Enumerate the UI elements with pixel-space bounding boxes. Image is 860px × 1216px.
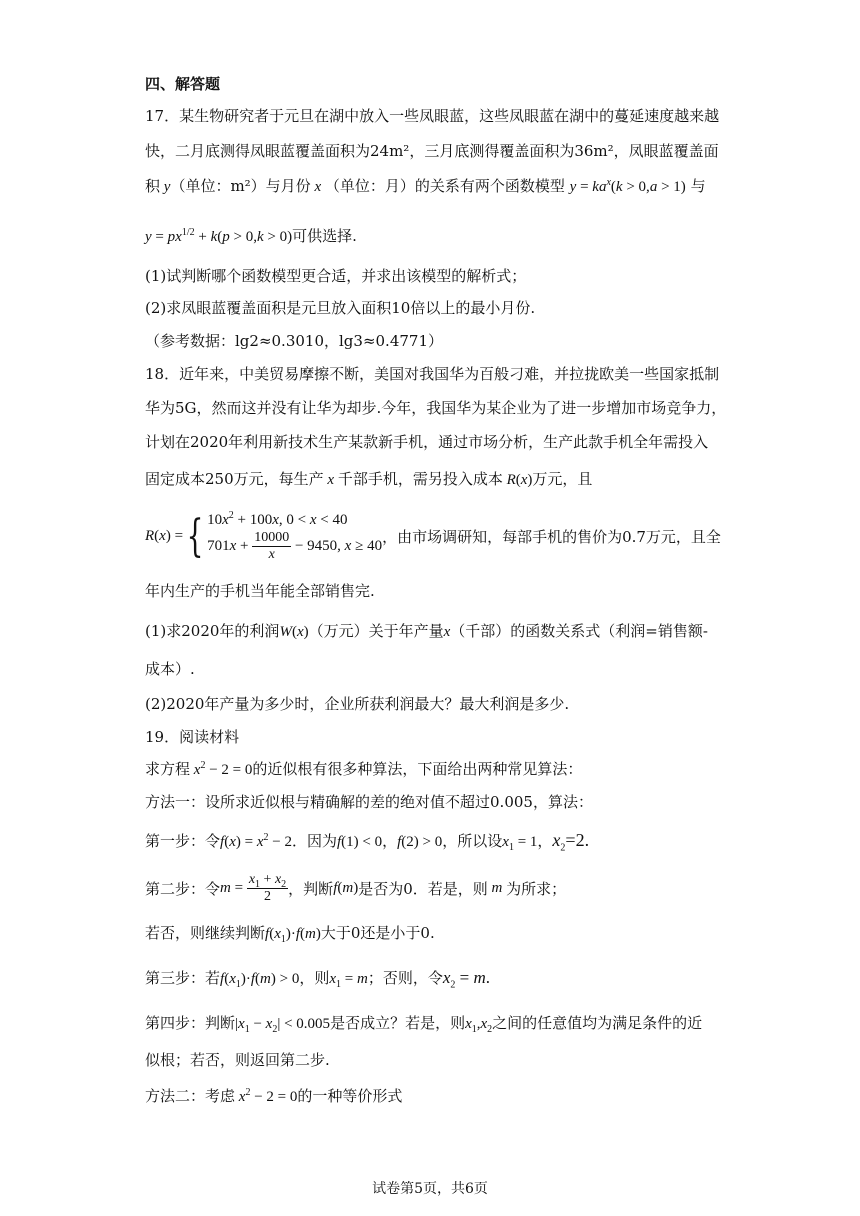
- math-eq: $x^2 - 2 = 0$: [190, 760, 253, 778]
- text: 与: [690, 177, 706, 195]
- math-product: $f(x_1)\cdot f(m)$: [265, 926, 321, 945]
- text: 之间的任意值均为满足条件的近: [492, 1014, 703, 1032]
- text: ；否则，令: [367, 969, 443, 987]
- brace: {: [186, 510, 204, 562]
- math-y: y: [160, 179, 171, 195]
- q19-method-2: [145, 1086, 402, 1107]
- text: 固定成本250万元，每生产: [145, 470, 324, 488]
- math-x1m: $x_1 = m$: [329, 971, 368, 990]
- text: 是否为0．若是，则: [358, 880, 488, 898]
- q19-step-4-cont: 似根；若否，则返回第二步.: [145, 1051, 330, 1069]
- math-x1: $x_1 = 1$: [502, 834, 538, 853]
- math-Rx: R(x): [502, 472, 533, 488]
- q18-sub-2: (2)2020年产量为多少时，企业所获利润最大？最大利润是多少.: [145, 695, 570, 713]
- math-x: x: [323, 472, 338, 488]
- text: 方法二：考虑: [145, 1087, 236, 1105]
- text: ，则: [299, 969, 330, 987]
- text: (1)求2020年的利润: [145, 622, 280, 640]
- text: 积: [145, 177, 161, 195]
- formula-exp-model: $y = ka^x(k > 0,a > 1)$: [569, 177, 686, 195]
- text: （单位：m²）与月份: [170, 177, 311, 195]
- q19-step-3: [145, 968, 490, 989]
- math-product-gt: $f(x_1)\cdot f(m) > 0$: [220, 971, 300, 990]
- case-2: 701x + $\frac{10000}{x}$ − 9450, x ≥ 40: [207, 530, 383, 562]
- q17-line-4: [145, 226, 357, 247]
- text: 的近似根有很多种算法，下面给出两种常见算法：: [252, 760, 583, 778]
- text: ，: [537, 832, 553, 850]
- text: ．因为: [291, 832, 337, 850]
- math-eq: $x^2 - 2 = 0$: [235, 1087, 298, 1105]
- text: 为所求；: [506, 880, 567, 898]
- q19-step-4: [145, 1013, 702, 1034]
- math-fx: $f(x) = x^2 - 2$: [220, 832, 292, 850]
- q18-line-3: 计划在2020年利用新技术生产某款新手机，通过市场分析，生产此款手机全年需投入: [145, 433, 709, 451]
- text: ，所以设: [442, 832, 503, 850]
- section-title: 四、解答题: [145, 75, 221, 93]
- q17-line-2: 快，二月底测得凤眼蓝覆盖面积为24m²，三月底测得覆盖面积为36m²，凤眼蓝覆盖面: [145, 142, 719, 160]
- q19-line-2: [145, 759, 582, 780]
- text: ，判断: [288, 880, 334, 898]
- q18-line-1: 18．近年来，中美贸易摩擦不断，美国对我国华为百般刁难，并拉拢欧美一些国家抵制: [145, 365, 720, 383]
- math-x1x2: $x_1,x_2$: [465, 1016, 493, 1035]
- math-x: x: [310, 179, 325, 195]
- text: 求方程: [145, 760, 191, 778]
- text: 第三步：若: [145, 969, 221, 987]
- math-Rx-eq: R(x) =: [145, 528, 184, 544]
- math-fm: f(m): [333, 880, 359, 896]
- q17-line-1: 17．某生物研究者于元旦在湖中放入一些凤眼蓝，这些凤眼蓝在湖中的蔓延速度越来越: [145, 107, 720, 125]
- q19-step-2: [145, 872, 566, 905]
- q18-line-6: 年内生产的手机当年能全部销售完.: [145, 582, 375, 600]
- q18-line-4: [145, 469, 592, 490]
- math-m: m = $\frac{x_1 + x_2}{2}$: [220, 872, 287, 904]
- math-x2: $x_2=2$.: [552, 830, 590, 854]
- text: 可供选择.: [292, 227, 357, 245]
- q19-line-3: 方法一：设所求近似根与精确解的差的绝对值不超过0.005，算法：: [145, 793, 593, 811]
- text: 千部手机，需另投入成本: [337, 470, 503, 488]
- q17-sub-1: (1)试判断哪个函数模型更合适，并求出该模型的解析式；: [145, 267, 527, 285]
- q18-piecewise: [145, 510, 721, 563]
- math-x2m: $x_2 = m$.: [442, 968, 491, 991]
- text: 是否成立？若是，则: [330, 1014, 466, 1032]
- piecewise-cases: [207, 510, 382, 563]
- math-m: m: [487, 880, 507, 896]
- q18-line-2: 华为5G，然而这并没有让华为却步.今年，我国华为某企业为了进一步增加市场竞争力，: [145, 399, 727, 417]
- math-abs: $|x_1 - x_2| < 0.005$: [235, 1016, 331, 1035]
- page-footer: 试卷第5页，共6页: [372, 1181, 488, 1197]
- text: 大于0还是小于0.: [320, 924, 435, 942]
- q17-sub-2: (2)求凤眼蓝覆盖面积是元旦放入面积10倍以上的最小月份.: [145, 299, 536, 317]
- math-f1: f(1) < 0: [336, 834, 383, 850]
- q18-sub-1-cont: 成本）.: [145, 660, 195, 678]
- q18-sub-1: [145, 621, 708, 642]
- q19-line-1: 19．阅读材料: [145, 728, 240, 746]
- text: 第二步：令: [145, 880, 221, 898]
- case-1: $10x^2 + 100x$, 0 < x < 40: [207, 510, 348, 528]
- text: 第一步：令: [145, 832, 221, 850]
- text: 的一种等价形式: [297, 1087, 403, 1105]
- q19-step-2-cont: [145, 923, 435, 944]
- text: （千部）的函数关系式（利润=销售额-: [450, 622, 708, 640]
- text: ，由市场调研知，每部手机的售价为0.7万元，且全: [382, 528, 721, 546]
- text: 万元，且: [532, 470, 593, 488]
- formula-power-model: $y = px^{1/2} + k(p > 0,k > 0)$: [145, 227, 293, 245]
- math-Wx: W(x): [279, 624, 309, 640]
- text: ，: [382, 832, 398, 850]
- q19-step-1: [145, 830, 589, 852]
- text: 第四步：判断: [145, 1014, 236, 1032]
- q17-reference: （参考数据：lg2≈0.3010，lg3≈0.4771）: [145, 332, 443, 350]
- math-x: x: [443, 624, 451, 640]
- text: 若否，则继续判断: [145, 924, 266, 942]
- text: （万元）关于年产量: [308, 622, 444, 640]
- math-f2: f(2) > 0: [397, 834, 443, 850]
- q17-line-3: [145, 176, 706, 197]
- text: （单位：月）的关系有两个函数模型: [324, 177, 565, 195]
